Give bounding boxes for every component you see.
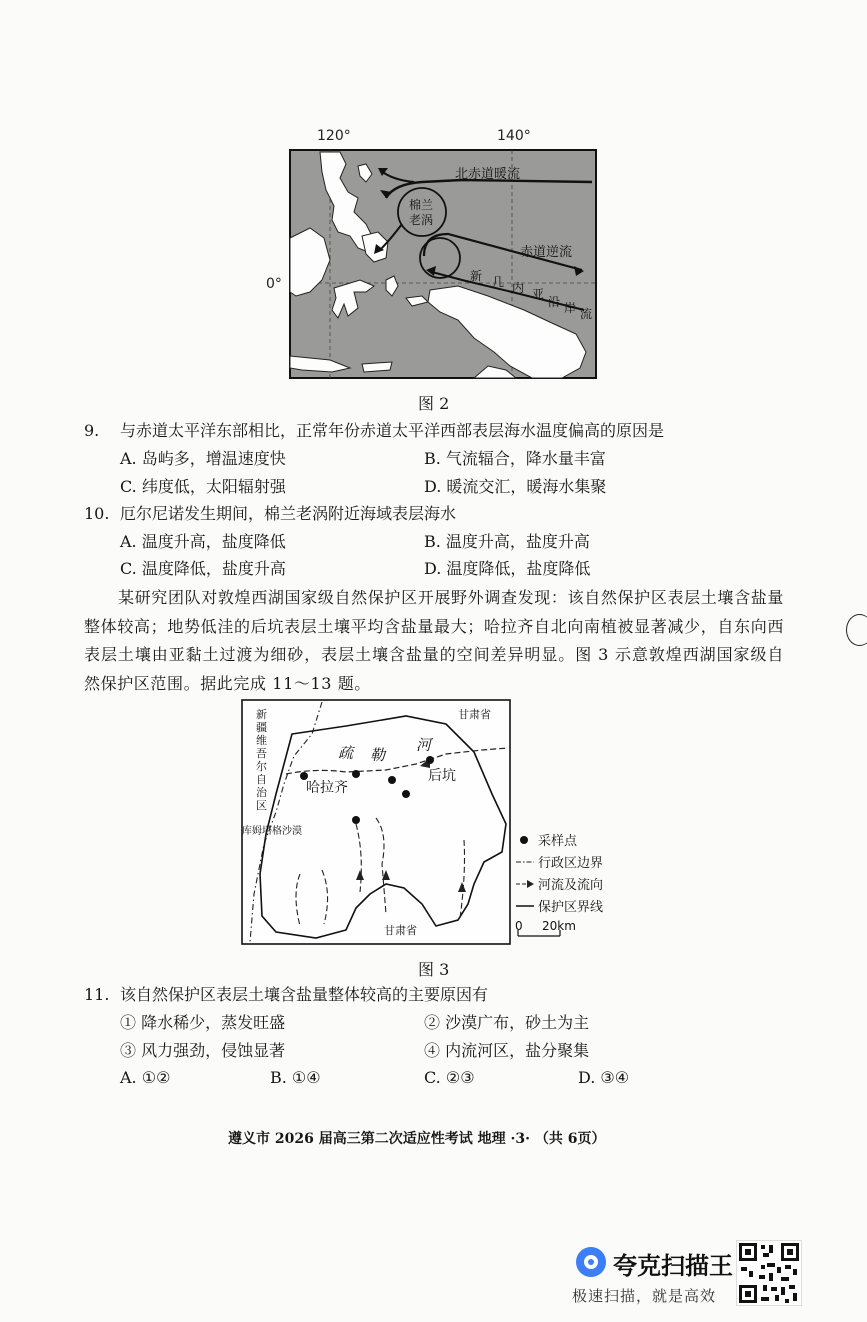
q10-number: 10.	[84, 504, 110, 523]
svg-text:区: 区	[256, 799, 267, 812]
figure-2-caption: 图 2	[418, 394, 450, 413]
q11-stem: 该自然保护区表层土壤含盐量整体较高的主要原因有	[120, 985, 489, 1004]
scanner-slogan: 极速扫描，就是高效	[572, 1287, 717, 1305]
q11-option-d: D. ③④	[578, 1068, 630, 1087]
scale-20: 20km	[542, 919, 576, 933]
svg-text:维: 维	[256, 734, 267, 747]
svg-text:尔: 尔	[256, 760, 267, 773]
xinjiang-label	[256, 708, 268, 812]
houkeng-label: 后坑	[428, 768, 456, 784]
map-frame	[242, 700, 510, 944]
figure-2-map	[262, 120, 612, 390]
halaqi-label: 哈拉齐	[306, 780, 348, 796]
q11-item-4: ④ 内流河区，盐分聚集	[424, 1041, 590, 1060]
svg-text:自: 自	[256, 773, 267, 786]
svg-text:勒: 勒	[370, 746, 386, 764]
nec-label: 北赤道暖流	[455, 167, 521, 182]
figure-2	[262, 120, 612, 390]
svg-text:新: 新	[470, 269, 483, 283]
margin-mark	[846, 614, 867, 646]
q11-item-1: ① 降水稀少，蒸发旺盛	[120, 1013, 286, 1032]
svg-text:治: 治	[256, 786, 267, 799]
passage-11-13: 某研究团队对敦煌西湖国家级自然保护区开展野外调查发现：该自然保护区表层土壤含盐量整体较高；地势低洼的后坑表层土壤平均含盐量最大；哈拉齐自北向南植被显著减少，自东向西表层土壤由亚黏土过渡为细砂，表层土壤含盐量的空间差异明显。图 3 示意敦煌西湖国家级自然保护区范围。据此完成 11～13 题。	[84, 588, 784, 693]
svg-text:岸: 岸	[564, 301, 577, 315]
eddy-label-1: 棉兰	[409, 198, 434, 212]
q11-option-b: B. ①④	[270, 1068, 321, 1087]
lat-0-label: 0°	[266, 276, 282, 292]
q11-item-2: ② 沙漠广布，砂土为主	[424, 1013, 590, 1032]
q11-option-a: A. ①②	[120, 1068, 171, 1087]
q10-option-d: D. 温度降低，盐度降低	[424, 559, 591, 578]
svg-text:吾: 吾	[256, 747, 267, 760]
qr-code	[736, 1240, 802, 1306]
scanner-brand-name: 夸克扫描王	[613, 1252, 733, 1280]
q11-option-c: C. ②③	[424, 1068, 475, 1087]
eddy-label-2: 老涡	[409, 213, 434, 227]
svg-text:新: 新	[256, 708, 267, 721]
lon-120-label: 120°	[317, 128, 351, 144]
scanner-logo-icon	[576, 1247, 606, 1277]
gansu-top-label: 甘肃省	[458, 708, 491, 721]
q9-number: 9.	[84, 421, 100, 440]
svg-text:沿: 沿	[548, 295, 561, 309]
ecc-label: 赤道逆流	[520, 245, 573, 260]
scale-0: 0	[515, 919, 523, 933]
svg-text:流: 流	[580, 307, 593, 321]
q10-stem: 厄尔尼诺发生期间，棉兰老涡附近海域表层海水	[120, 504, 457, 523]
q9-option-c: C. 纬度低，太阳辐射强	[120, 477, 286, 496]
legend-reserve: 保护区界线	[538, 900, 604, 915]
legend	[515, 833, 603, 936]
q11-number: 11.	[84, 985, 110, 1004]
q9-stem: 与赤道太平洋东部相比，正常年份赤道太平洋西部表层海水温度偏高的原因是	[120, 421, 665, 440]
gansu-bottom-label: 甘肃省	[384, 924, 417, 937]
svg-text:亚: 亚	[532, 287, 545, 301]
q11-item-3: ③ 风力强劲，侵蚀显著	[120, 1041, 286, 1060]
q10-option-a: A. 温度升高，盐度降低	[120, 532, 286, 551]
q9-option-d: D. 暖流交汇，暖海水集聚	[424, 477, 607, 496]
page-footer: 遵义市 2026 届高三第二次适应性考试 地理 ·3· （共 6页）	[228, 1131, 606, 1147]
q10-option-b: B. 温度升高，盐度升高	[424, 532, 590, 551]
q10-option-c: C. 温度降低，盐度升高	[120, 559, 286, 578]
legend-sample: 采样点	[538, 834, 578, 849]
svg-text:疏: 疏	[338, 744, 354, 762]
lon-140-label: 140°	[497, 128, 531, 144]
figure-3-map	[236, 694, 620, 950]
legend-boundary: 行政区边界	[538, 856, 604, 871]
q9-option-a: A. 岛屿多，增温速度快	[120, 449, 286, 468]
legend-river: 河流及流向	[538, 878, 604, 893]
svg-text:内: 内	[512, 281, 525, 295]
q9-option-b: B. 气流辐合，降水量丰富	[424, 449, 606, 468]
svg-text:疆: 疆	[256, 721, 267, 734]
figure-3	[236, 694, 620, 950]
svg-text:几: 几	[492, 275, 505, 289]
figure-3-caption: 图 3	[418, 960, 450, 979]
svg-text:河: 河	[416, 736, 432, 754]
desert-label: 库姆塔格沙漠	[242, 826, 302, 837]
